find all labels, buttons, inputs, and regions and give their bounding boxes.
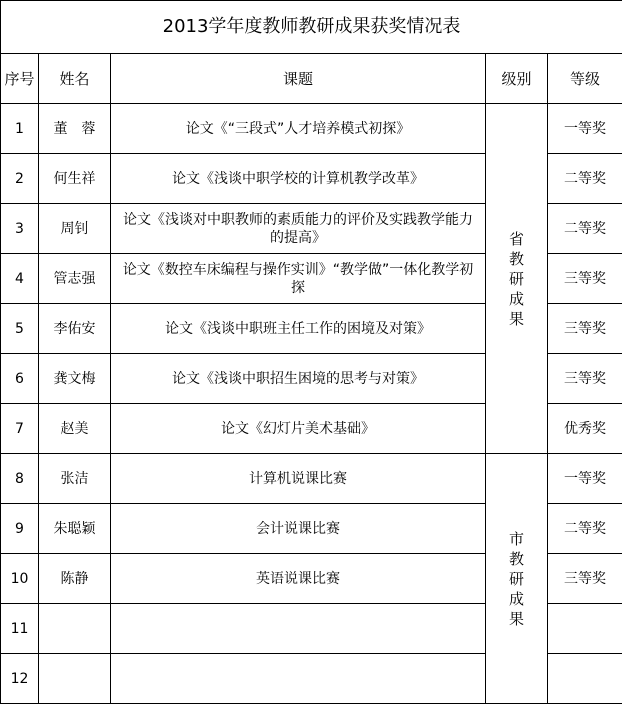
cell-grade: 二等奖 [548,204,622,254]
cell-name: 龚文梅 [39,354,111,404]
cell-grade [548,604,622,654]
cell-name: 张洁 [39,454,111,504]
cell-seq: 4 [1,254,39,304]
header-topic: 课题 [111,54,486,104]
level-province [486,104,548,454]
level-city [486,454,548,704]
cell-name [39,654,111,704]
cell-topic: 论文《数控车床编程与操作实训》“教学做”一体化教学初探 [111,254,486,304]
cell-topic [111,604,486,654]
cell-topic: 论文《浅谈中职班主任工作的困境及对策》 [111,304,486,354]
cell-grade: 二等奖 [548,504,622,554]
table-row [1,454,622,504]
cell-topic [111,654,486,704]
cell-topic: 论文《浅谈中职学校的计算机教学改革》 [111,154,486,204]
cell-grade: 三等奖 [548,304,622,354]
header-name: 姓名 [39,54,111,104]
cell-name: 周钊 [39,204,111,254]
cell-topic: 论文《浅谈对中职教师的素质能力的评价及实践教学能力的提高》 [111,204,486,254]
cell-seq: 11 [1,604,39,654]
level-city-label: 市教研成果 [509,529,525,629]
cell-topic: 论文《浅谈中职招生困境的思考与对策》 [111,354,486,404]
cell-name: 陈静 [39,554,111,604]
cell-grade: 二等奖 [548,154,622,204]
cell-name: 董 蓉 [39,104,111,154]
cell-grade [548,654,622,704]
cell-seq: 3 [1,204,39,254]
cell-grade: 优秀奖 [548,404,622,454]
cell-topic: 会计说课比赛 [111,504,486,554]
table-title: 2013学年度教师教研成果获奖情况表 [1,1,622,54]
cell-seq: 5 [1,304,39,354]
cell-topic: 论文《幻灯片美术基础》 [111,404,486,454]
cell-name [39,604,111,654]
level-province-label: 省教研成果 [509,229,525,329]
cell-seq: 10 [1,554,39,604]
cell-grade: 一等奖 [548,454,622,504]
header-row [1,54,622,104]
cell-grade: 三等奖 [548,254,622,304]
cell-seq: 6 [1,354,39,404]
header-level: 级别 [486,54,548,104]
cell-seq: 2 [1,154,39,204]
cell-name: 李佑安 [39,304,111,354]
cell-name: 朱聪颖 [39,504,111,554]
cell-name: 何生祥 [39,154,111,204]
header-grade: 等级 [548,54,622,104]
header-seq: 序号 [1,54,39,104]
table-row [1,104,622,154]
cell-grade: 一等奖 [548,104,622,154]
cell-topic: 英语说课比赛 [111,554,486,604]
cell-name: 赵美 [39,404,111,454]
cell-seq: 9 [1,504,39,554]
cell-seq: 8 [1,454,39,504]
cell-seq: 12 [1,654,39,704]
cell-topic: 计算机说课比赛 [111,454,486,504]
cell-seq: 7 [1,404,39,454]
cell-name: 管志强 [39,254,111,304]
cell-grade: 三等奖 [548,354,622,404]
cell-grade: 三等奖 [548,554,622,604]
cell-seq: 1 [1,104,39,154]
cell-topic: 论文《“三段式”人才培养模式初探》 [111,104,486,154]
